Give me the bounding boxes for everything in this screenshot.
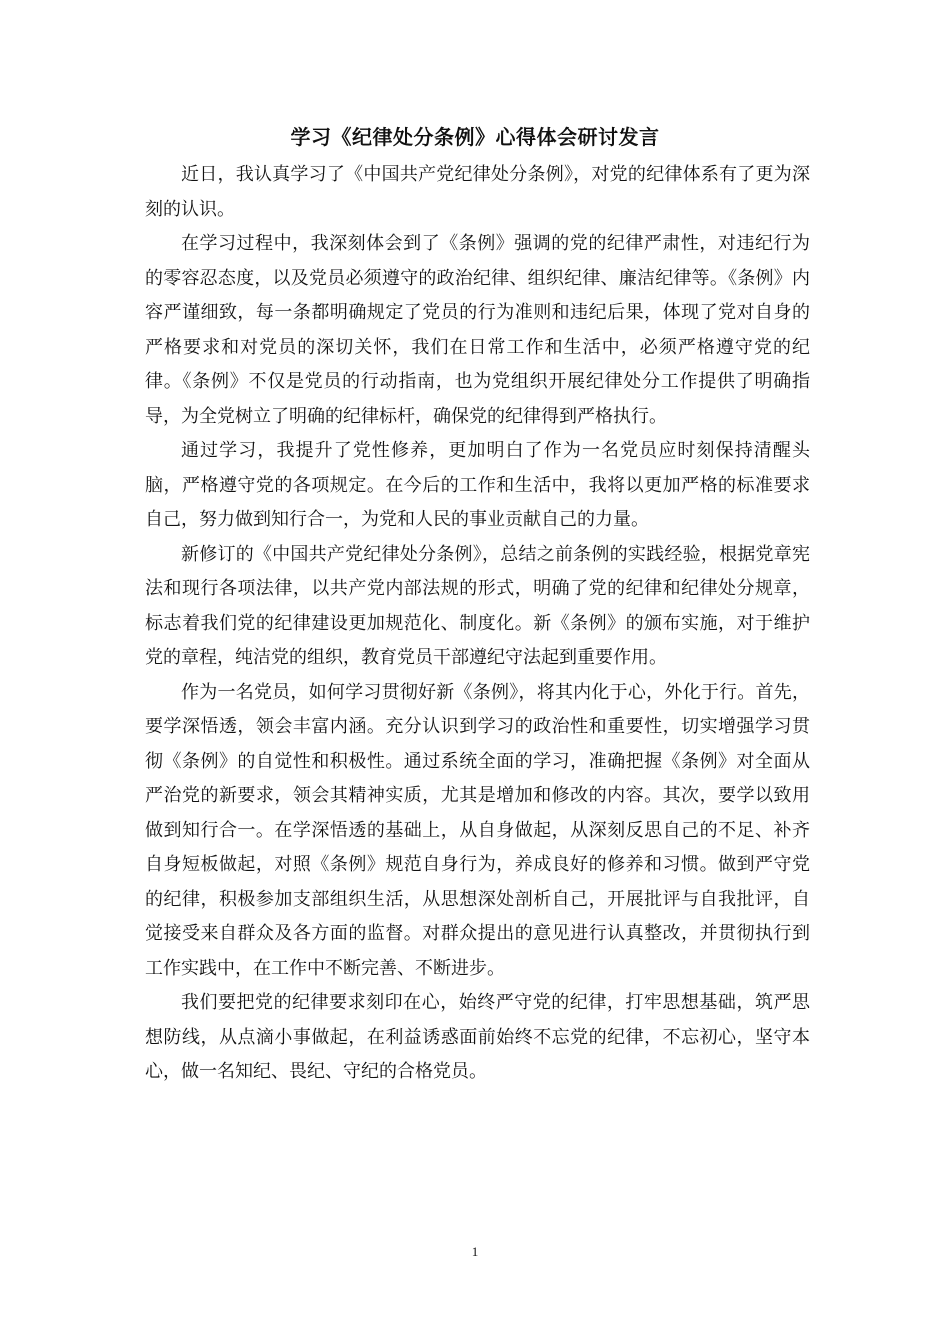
document-title: 学习《纪律处分条例》心得体会研讨发言 xyxy=(290,125,660,149)
paragraph-5: 作为一名党员，如何学习贯彻好新《条例》，将其内化于心，外化于行。首先，要学深悟透，领会丰富内涵。充分认识到学习的政治性和重要性，切实增强学习贯彻《条例》的自觉性和积极性。通过系统全面的学习，准确把握《条例》对全面从严治党的新要求，领会其精神实质，尤其是增加和修改的内容。其次，要学以致用做到知行合一。在学深悟透的基础上，从自身做起，从深刻反思自己的不足、补齐自身短板做起，对照《条例》规范自身行为，养成良好的修养和习惯。做到严守党的纪律，积极参加支部组织生活，从思想深处剖析自己，开展批评与自我批评，自觉接受来自群众及各方面的监督。对群众提出的意见进行认真整改，并贯彻执行到工作实践中，在工作中不断完善、不断进步。 xyxy=(145,681,810,979)
paragraph-3: 通过学习，我提升了党性修养，更加明白了作为一名党员应时刻保持清醒头脑，严格遵守党的各项规定。在今后的工作和生活中，我将以更加严格的标准要求自己，努力做到知行合一，为党和人民的事业贡献自己的力量。 xyxy=(145,440,810,530)
page-number: 1 xyxy=(471,1244,479,1259)
paragraph-4: 新修订的《中国共产党纪律处分条例》，总结之前条例的实践经验，根据党章宪法和现行各项法律，以共产党内部法规的形式，明确了党的纪律和纪律处分规章，标志着我们党的纪律建设更加规范化、制度化。新《条例》的颁布实施，对于维护党的章程，纯洁党的组织，教育党员干部遵纪守法起到重要作用。 xyxy=(145,543,810,668)
paragraph-1: 近日，我认真学习了《中国共产党纪律处分条例》，对党的纪律体系有了更为深刻的认识。 xyxy=(145,164,810,220)
paragraph-6: 我们要把党的纪律要求刻印在心，始终严守党的纪律，打牢思想基础，筑严思想防线，从点滴小事做起，在利益诱惑面前始终不忘党的纪律，不忘初心，坚守本心，做一名知纪、畏纪、守纪的合格党员。 xyxy=(145,992,810,1082)
document-body xyxy=(145,158,810,1090)
paragraph-2: 在学习过程中，我深刻体会到了《条例》强调的党的纪律严肃性，对违纪行为的零容忍态度，以及党员必须遵守的政治纪律、组织纪律、廉洁纪律等。《条例》内容严谨细致，每一条都明确规定了党员的行为准则和违纪后果，体现了党对自身的严格要求和对党员的深切关怀，我们在日常工作和生活中，必须严格遵守党的纪律。《条例》不仅是党员的行动指南，也为党组织开展纪律处分工作提供了明确指导，为全党树立了明确的纪律标杆，确保党的纪律得到严格执行。 xyxy=(145,233,810,427)
